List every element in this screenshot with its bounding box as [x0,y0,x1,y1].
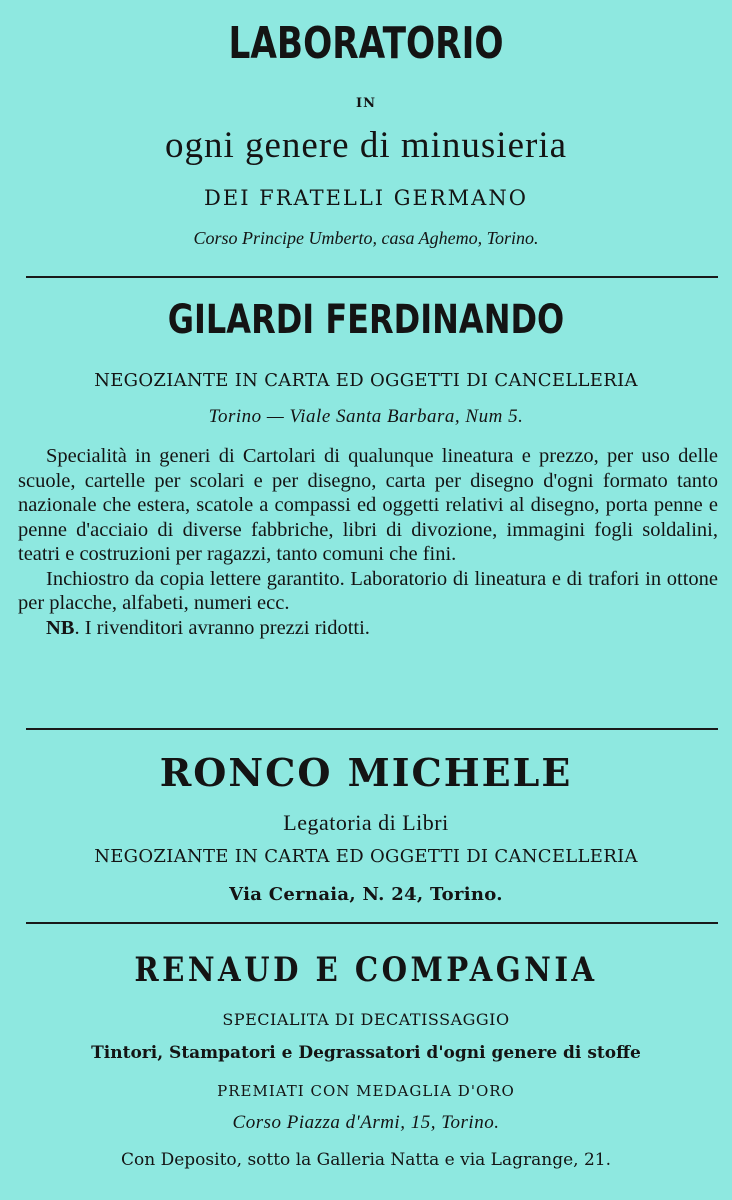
divider-rule [26,728,718,730]
ad4-depot: Con Deposito, sotto la Galleria Natta e via Lagrange, 21. [121,1150,611,1170]
ad4-trade: Tintori, Stampatori e Degrassatori d'ogni genere di stoffe [91,1043,641,1063]
ad3-title: RONCO MICHELE [159,750,573,795]
ad4-title: RENAUD E COMPAGNIA [134,950,598,990]
nb-label: NB [46,616,75,639]
ad2-address: Torino — Viale Santa Barbara, Num 5. [208,406,524,427]
divider-rule [26,276,718,278]
ad2-paragraph-ink: Inchiostro da copia lettere garantito. Laboratorio di lineatura e di trafori in ottone per placche, alfabeti, numeri ecc. [18,567,718,614]
ad2-trade: NEGOZIANTE IN CARTA ED OGGETTI DI CANCELLERIA [94,370,638,391]
ad1-connector: IN [356,96,376,111]
ad2-nota-bene [18,616,718,641]
ad4-award: PREMIATI CON MEDAGLIA D'ORO [217,1082,515,1100]
ad2-body [18,444,718,640]
ad2-title: GILARDI FERDINANDO [167,297,565,343]
ad4-address: Corso Piazza d'Armi, 15, Torino. [232,1112,500,1133]
ad4-specialty: SPECIALITA DI DECATISSAGGIO [222,1010,510,1029]
ad3-address: Via Cernaia, N. 24, Torino. [229,884,503,905]
ad1-firm-name: DEI FRATELLI GERMANO [204,186,528,210]
ad1-subtitle: ogni genere di minusieria [164,125,568,166]
divider-rule [26,922,718,924]
ad3-subtitle: Legatoria di Libri [283,810,449,835]
ad2-paragraph-specialties: Specialità in generi di Cartolari di qualunque lineatura e prezzo, per uso delle scuole, cartelle per scolari e per disegno, carta per disegno d'ogni formato tanto nazionale che estera, scatole a compassi ed oggetti relativi al disegno, porta penne e penne d'acciaio di diverse fabbriche, libri di divozione, immagini fogli soldalini, teatri e costruzioni per ragazzi, tanto comuni che fini. [18,445,718,565]
ad1-address: Corso Principe Umberto, casa Aghemo, Torino. [193,228,539,248]
ad3-trade: NEGOZIANTE IN CARTA ED OGGETTI DI CANCELLERIA [94,846,638,867]
ad1-title: LABORATORIO [228,18,504,69]
nb-text: . I rivenditori avranno prezzi ridotti. [74,616,370,639]
